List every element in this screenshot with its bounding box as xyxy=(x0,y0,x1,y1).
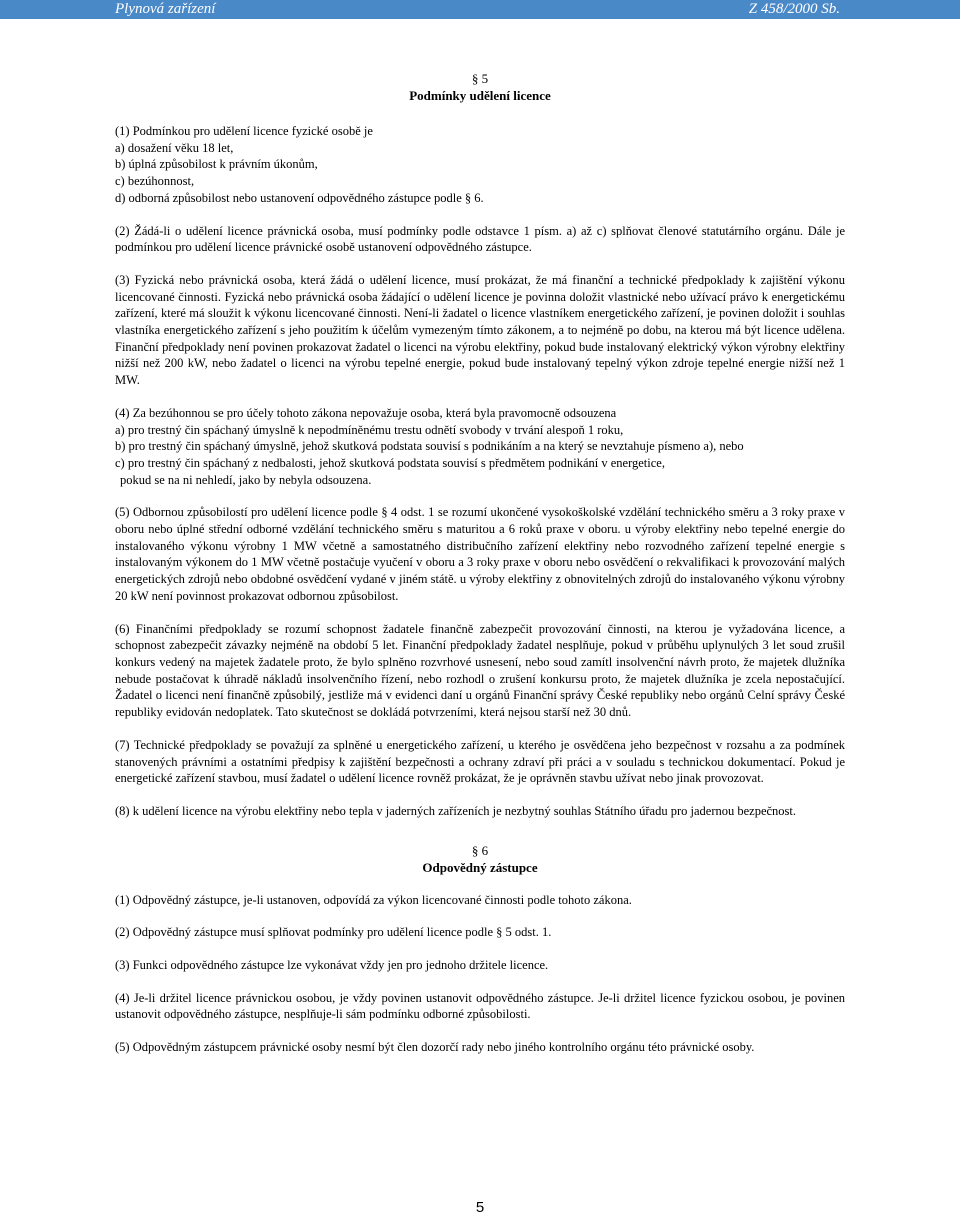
s5-p1-intro: (1) Podmínkou pro udělení licence fyzické osobě je xyxy=(115,124,373,138)
s5-paragraph-8: (8) k udělení licence na výrobu elektřiny nebo tepla v jaderných zařízeních je nezbytný souhlas Státního úřadu pro jadernou bezpečnost. xyxy=(115,803,797,818)
section-6-heading xyxy=(115,842,845,876)
s5-p4-intro: (4) Za bezúhonnou se pro účely tohoto zákona nepovažuje osoba, která byla pravomocně odsouzena xyxy=(115,405,617,420)
section-5-heading xyxy=(115,70,845,104)
s5-p4-item-a: a) pro trestný čin spáchaný úmyslně k nepodmíněnému trestu odnětí svobody v trvání alespoň 1 roku, xyxy=(115,422,624,437)
section-6-number: § 6 xyxy=(471,842,489,858)
s6-paragraph-4: (4) Je-li držitel licence právnickou osobou, je vždy povinen ustanovit odpovědného zástupce. Je-li držitel licence fyzickou osobou, je povinen ustanovit odpovědného zástupce, nesplňuje-li sám podmínku odborné způsobilosti. xyxy=(115,990,845,1022)
header-law-number: Z 458/2000 Sb. xyxy=(748,1,840,17)
s5-p1-item-c: c) bezúhonnost, xyxy=(115,174,195,189)
s6-paragraph-1: (1) Odpovědný zástupce, je-li ustanoven, odpovídá za výkon licencované činnosti podle tohoto zákona. xyxy=(115,892,632,907)
s6-paragraph-3: (3) Funkci odpovědného zástupce lze vykonávat vždy jen pro jednoho držitele licence. xyxy=(115,958,549,973)
s5-paragraph-4 xyxy=(115,405,845,489)
s5-paragraph-7: (7) Technické předpoklady se považují za splněné u energetického zařízení, u kterého je osvědčena jeho bezpečnost v rozsahu a za podmínek stanovených právními a ostatními předpisy k zajištění bezpečnosti a ochrany zdraví při práci a v souladu s technickou dokumentací. Pokud je energetické zařízení stavbou, musí žadatel o udělení licence rovněž prokázat, že je oprávněn stavbu užívat nebo jinak provozovat. xyxy=(115,737,845,786)
header-law-title: Plynová zařízení xyxy=(115,1,216,17)
page-number: 5 xyxy=(475,1199,485,1216)
section-6-title: Odpovědný zástupce xyxy=(422,859,538,875)
s5-paragraph-1 xyxy=(115,123,845,207)
s5-p1-item-a: a) dosažení věku 18 let, xyxy=(115,140,234,155)
s5-p1-item-d: d) odborná způsobilost nebo ustanovení odpovědného zástupce podle § 6. xyxy=(115,190,484,205)
section-5-number: § 5 xyxy=(471,71,489,86)
s5-p4-item-c: c) pro trestný čin spáchaný z nedbalosti, jehož skutková podstata souvisí s předmětem podnikání v energetice, xyxy=(115,455,665,470)
s5-paragraph-6: (6) Finančními předpoklady se rozumí schopnost žadatele finančně zabezpečit provozování činnosti, na kterou je vyžadována licence, a schopnost zabezpečit závazky nejméně na období 5 let. Finanční předpoklady žadatel nesplňuje, pokud v průběhu uplynulých 3 let soud zrušil konkurs vedený na majetek žadatele proto, že bylo splněno rozvrhové usnesení, nebo soud zamítl insolvenční návrh proto, že majetek dlužníka nebude postačovat k úhradě nákladů insolvenčního řízení, nebo rozhodl o zrušení konkursu proto, že majetek dlužníka je zcela nepostačující. Žadatel o licenci není finančně způsobilý, jestliže má v evidenci daní u orgánů Finanční správy České republiky nebo orgánů Celní správy České republiky evidován nedoplatek. Tato skutečnost se dokládá potvrzeními, která nejsou starší než 30 dnů. xyxy=(115,621,845,720)
s5-p4-tail: pokud se na ni nehledí, jako by nebyla odsouzena. xyxy=(120,472,372,487)
document-body xyxy=(115,70,845,1056)
s5-paragraph-3: (3) Fyzická nebo právnická osoba, která žádá o udělení licence, musí prokázat, že má finanční a technické předpoklady k zajištění výkonu licencované činnosti. Fyzická nebo právnická osoba žádající o udělení licence je povinna doložit vlastnické nebo užívací právo k energetickému zařízení, které má sloužit k výkonu licencované činnosti. Není-li žadatel o licence vlastníkem energetického zařízení, je povinen doložit i souhlas vlastníka energetického zařízení s jeho použitím k účelům vymezeným tímto zákonem, a to nejméně po dobu, na kterou má být licence udělena. Finanční předpoklady není povinen prokazovat žadatel o licenci na výrobu elektřiny, pokud bude instalovaný elektrický výkon výrobny elektřiny nižší než 200 kW, nebo žadatel o licenci na výrobu tepelné energie, pokud bude instalovaný tepelný výkon zdroje tepelné energie nižší než 1 MW. xyxy=(115,272,845,388)
s5-paragraph-2: (2) Žádá-li o udělení licence právnická osoba, musí podmínky podle odstavce 1 písm. a) až c) splňovat členové statutárního orgánu. Dále je podmínkou pro udělení licence právnické osobě ustanovení odpovědného zástupce. xyxy=(115,223,845,255)
s5-p1-item-b: b) úplná způsobilost k právním úkonům, xyxy=(115,157,318,172)
s5-paragraph-5: (5) Odbornou způsobilostí pro udělení licence podle § 4 odst. 1 se rozumí ukončené vysokoškolské vzdělání technického směru a 3 roky praxe v oboru nebo úplné střední odborné vzdělání technického směru s maturitou a 6 roků praxe v oboru. u výroby elektřiny nebo tepelné energie do instalovaného výkonu výrobny 1 MW včetně a samostatného distribučního zařízení elektřiny nebo rozvodného zařízení tepelné energie s instalovaným výkonem do 1 MW včetně postačuje vyučení v oboru a 3 roky praxe v oboru nebo osvědčení o rekvalifikaci k provozování malých energetických zdrojů nebo obdobné osvědčení vydané v jiném státě. u výroby elektřiny z obnovitelných zdrojů do instalovaného výkonu výrobny 20 kW není povinnost prokazovat odbornou způsobilost. xyxy=(115,505,845,603)
s5-p4-item-b: b) pro trestný čin spáchaný úmyslně, jehož skutková podstata souvisí s podnikáním a na který se nevztahuje písmeno a), nebo xyxy=(115,439,744,454)
section-5-title: Podmínky udělení licence xyxy=(409,88,551,103)
s6-paragraph-2: (2) Odpovědný zástupce musí splňovat podmínky pro udělení licence podle § 5 odst. 1. xyxy=(115,925,552,940)
document-header-bar xyxy=(0,0,960,19)
s6-paragraph-5: (5) Odpovědným zástupcem právnické osoby nesmí být člen dozorčí rady nebo jiného kontrolního orgánu této právnické osoby. xyxy=(115,1040,755,1055)
